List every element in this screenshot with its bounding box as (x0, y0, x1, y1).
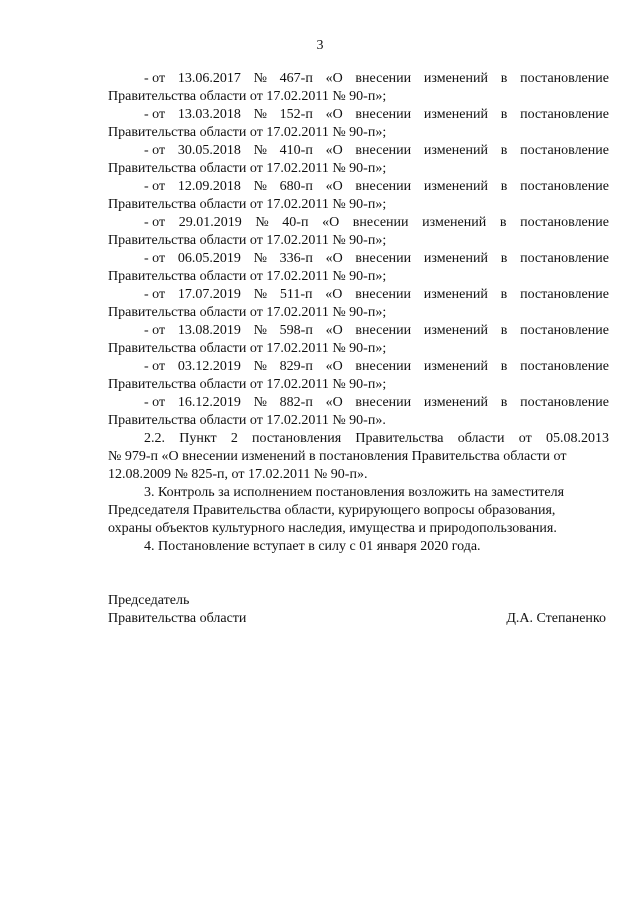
paragraph-2-2 (108, 430, 609, 484)
amendment-line-8-continuation: Правительства области от 17.02.2011 № 90-п»; (108, 341, 387, 356)
amendment-line-10: - от 16.12.2019 № 882-п «О внесении изменений в постановление (144, 395, 609, 410)
amendment-line-5-continuation: Правительства области от 17.02.2011 № 90-п»; (108, 233, 387, 248)
paragraph-3-line-3: охраны объектов культурного наследия, имущества и природопользования. (108, 521, 557, 536)
amendment-line-3: - от 30.05.2018 № 410-п «О внесении изменений в постановление (144, 143, 609, 158)
paragraph-3-line-2: Председателя Правительства области, курирующего вопросы образования, (108, 503, 556, 518)
signature-block (108, 592, 606, 628)
amendment-line-9: - от 03.12.2019 № 829-п «О внесении изменений в постановление (144, 359, 609, 374)
signature-title-line-2: Правительства области (108, 611, 247, 626)
amendment-line-7: - от 17.07.2019 № 511-п «О внесении изменений в постановление (144, 287, 609, 302)
signature-title-row-2 (108, 610, 606, 628)
amendment-line-2-continuation: Правительства области от 17.02.2011 № 90-п»; (108, 125, 387, 140)
amendment-line-6: - от 06.05.2019 № 336-п «О внесении изменений в постановление (144, 251, 609, 266)
amendment-line-10-continuation: Правительства области от 17.02.2011 № 90-п». (108, 413, 386, 428)
document-body (108, 70, 609, 556)
paragraph-2-2-line-1: 2.2. Пункт 2 постановления Правительства области от 05.08.2013 (144, 431, 609, 446)
amendment-list (108, 70, 609, 430)
amendment-line-6-continuation: Правительства области от 17.02.2011 № 90-п»; (108, 269, 387, 284)
paragraph-3-line-1: 3. Контроль за исполнением постановления возложить на заместителя (144, 485, 565, 500)
paragraph-2-2-line-2: № 979-п «О внесении изменений в постановления Правительства области от (108, 449, 567, 464)
amendment-line-4: - от 12.09.2018 № 680-п «О внесении изменений в постановление (144, 179, 609, 194)
amendment-line-1: - от 13.06.2017 № 467-п «О внесении изменений в постановление (144, 71, 609, 86)
paragraph-4: 4. Постановление вступает в силу с 01 января 2020 года. (144, 539, 481, 554)
signature-title-row-1 (108, 592, 606, 610)
page-number: 3 (316, 38, 324, 53)
paragraph-2-2-line-3: 12.08.2009 № 825-п, от 17.02.2011 № 90-п». (108, 467, 368, 482)
amendment-line-2: - от 13.03.2018 № 152-п «О внесении изменений в постановление (144, 107, 609, 122)
paragraph-3 (108, 484, 609, 538)
amendment-line-5: - от 29.01.2019 № 40-п «О внесении изменений в постановление (144, 215, 609, 230)
amendment-line-4-continuation: Правительства области от 17.02.2011 № 90-п»; (108, 197, 387, 212)
signatory-name: Д.А. Степаненко (506, 611, 606, 626)
amendment-line-8: - от 13.08.2019 № 598-п «О внесении изменений в постановление (144, 323, 609, 338)
amendment-line-9-continuation: Правительства области от 17.02.2011 № 90-п»; (108, 377, 387, 392)
signature-title-line-1: Председатель (108, 593, 190, 608)
amendment-line-7-continuation: Правительства области от 17.02.2011 № 90-п»; (108, 305, 387, 320)
amendment-line-1-continuation: Правительства области от 17.02.2011 № 90-п»; (108, 89, 387, 104)
amendment-line-3-continuation: Правительства области от 17.02.2011 № 90-п»; (108, 161, 387, 176)
